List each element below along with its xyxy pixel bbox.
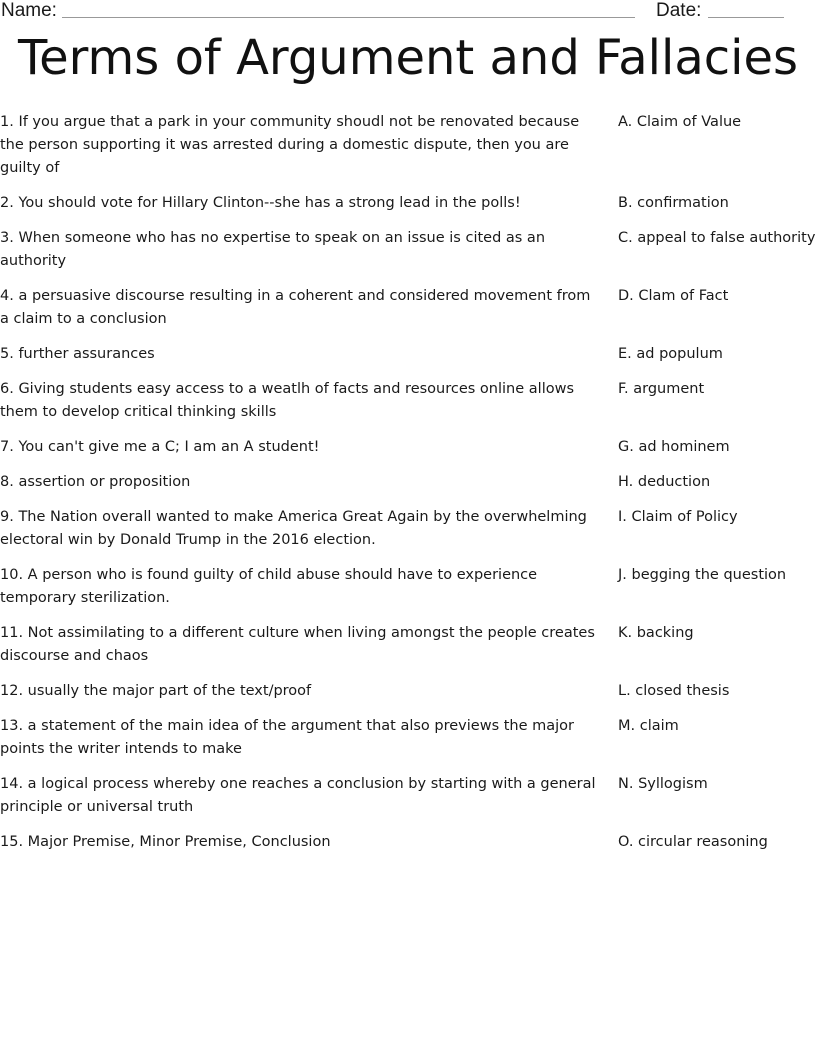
matching-row (0, 622, 816, 668)
matching-row (0, 285, 816, 331)
answer-option: H. deduction (618, 474, 711, 490)
question-text: 8. assertion or proposition (0, 474, 191, 490)
name-label: Name: (1, 0, 57, 21)
answer-option: C. appeal to false authority (618, 230, 816, 246)
date-label: Date: (656, 0, 702, 21)
matching-row (0, 192, 816, 215)
answer-option: N. Syllogism (618, 776, 708, 792)
answer-option: J. begging the question (618, 567, 787, 583)
answer-option: M. claim (618, 718, 679, 734)
matching-row (0, 378, 816, 424)
matching-row (0, 343, 816, 366)
matching-row (0, 773, 816, 819)
worksheet-header (0, 0, 816, 24)
question-text: 2. You should vote for Hillary Clinton--she has a strong lead in the polls! (0, 195, 521, 211)
matching-row (0, 436, 816, 459)
question-text: 1. If you argue that a park in your community shoudl not be renovated because the person supporting it was arrested during a domestic dispute, then you are guilty of (0, 114, 580, 176)
matching-row (0, 831, 816, 854)
question-text: 13. a statement of the main idea of the argument that also previews the major points the writer intends to make (0, 718, 575, 757)
question-text: 11. Not assimilating to a different culture when living amongst the people creates discourse and chaos (0, 625, 595, 664)
answer-option: E. ad populum (618, 346, 723, 362)
matching-row (0, 506, 816, 552)
answer-option: F. argument (618, 381, 705, 397)
question-text: 3. When someone who has no expertise to speak on an issue is cited as an authority (0, 230, 546, 269)
answer-option: D. Clam of Fact (618, 288, 729, 304)
answer-option: O. circular reasoning (618, 834, 768, 850)
question-text: 14. a logical process whereby one reaches a conclusion by starting with a general principle or universal truth (0, 776, 596, 815)
question-text: 12. usually the major part of the text/proof (0, 683, 312, 699)
question-text: 5. further assurances (0, 346, 155, 362)
name-blank-line (62, 17, 635, 18)
answer-option: I. Claim of Policy (618, 509, 738, 525)
matching-row (0, 680, 816, 703)
question-text: 6. Giving students easy access to a weatlh of facts and resources online allows them to develop critical thinking skills (0, 381, 575, 420)
page-title: Terms of Argument and Fallacies (17, 30, 799, 86)
matching-row (0, 715, 816, 761)
matching-row (0, 111, 816, 180)
matching-row (0, 471, 816, 494)
question-text: 10. A person who is found guilty of child abuse should have to experience temporary sterilization. (0, 567, 538, 606)
answer-option: K. backing (618, 625, 694, 641)
matching-row (0, 564, 816, 610)
question-text: 15. Major Premise, Minor Premise, Conclusion (0, 834, 331, 850)
answer-option: G. ad hominem (618, 439, 730, 455)
matching-row (0, 227, 816, 273)
answer-option: B. confirmation (618, 195, 729, 211)
date-blank-line (708, 17, 784, 18)
matching-list (0, 111, 816, 866)
answer-option: L. closed thesis (618, 683, 730, 699)
question-text: 4. a persuasive discourse resulting in a coherent and considered movement from a claim to a conclusion (0, 288, 591, 327)
question-text: 7. You can't give me a C; I am an A student! (0, 439, 320, 455)
question-text: 9. The Nation overall wanted to make America Great Again by the overwhelming electoral win by Donald Trump in the 2016 election. (0, 509, 587, 548)
answer-option: A. Claim of Value (618, 114, 742, 130)
